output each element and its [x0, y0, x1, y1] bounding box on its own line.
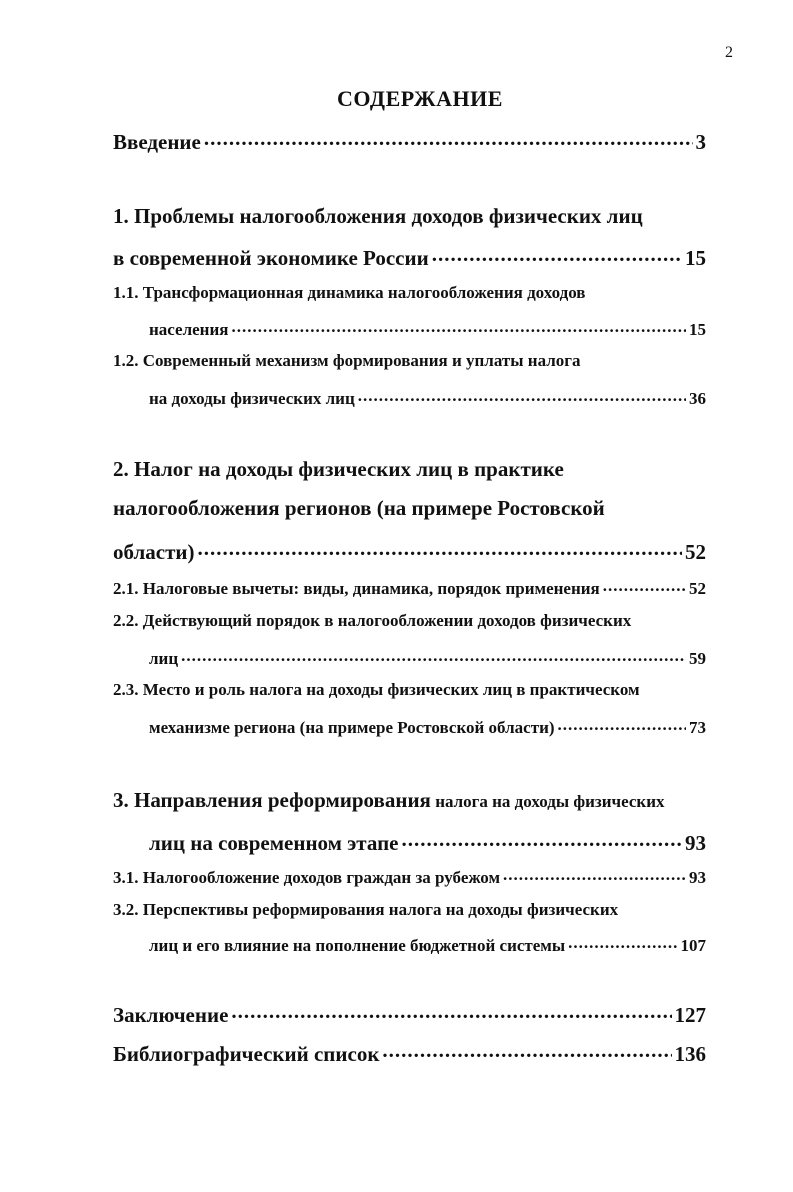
- toc-page: 93: [685, 831, 706, 855]
- toc-label: в современной экономике России: [113, 246, 429, 270]
- toc-page: 136: [674, 1042, 706, 1066]
- dot-leader: [558, 716, 686, 733]
- dot-leader: [432, 244, 682, 265]
- toc-entry-section-3-2[interactable]: [149, 934, 706, 954]
- toc-label: механизме региона (на примере Ростовской области): [149, 718, 555, 737]
- toc-entry-bibliography[interactable]: [113, 1040, 706, 1065]
- dot-leader: [181, 647, 686, 664]
- toc-entry-section-1-1[interactable]: [149, 318, 706, 338]
- page-title: СОДЕРЖАНИЕ: [337, 86, 503, 111]
- toc-page: 127: [674, 1003, 706, 1027]
- toc-entry-conclusion[interactable]: [113, 1001, 706, 1026]
- toc-label: лиц и его влияние на пополнение бюджетной системы: [149, 936, 566, 955]
- dot-leader: [382, 1040, 671, 1061]
- toc-page: 93: [689, 868, 706, 887]
- dot-leader: [402, 829, 683, 850]
- toc-entry-chapter-2[interactable]: [113, 538, 706, 563]
- toc-entry-section-2-3[interactable]: [149, 716, 706, 736]
- dot-leader: [198, 538, 683, 559]
- toc-section-2-2-line1[interactable]: 2.2. Действующий порядок в налогообложении доходов физических: [113, 611, 632, 630]
- toc-entry-chapter-3[interactable]: [149, 829, 706, 854]
- toc-label: Заключение: [113, 1003, 229, 1027]
- toc-label: лиц: [149, 649, 179, 668]
- toc-chapter-2-line2[interactable]: налогообложения регионов (на примере Ростовской: [113, 496, 605, 520]
- toc-label: Введение: [113, 130, 201, 154]
- toc-page: 107: [680, 936, 706, 955]
- page-number: 2: [725, 44, 733, 61]
- toc-page: 15: [689, 320, 706, 339]
- toc-chapter-3-line1[interactable]: [113, 790, 665, 811]
- toc-entry-section-2-2[interactable]: [149, 647, 706, 667]
- toc-section-2-3-line1[interactable]: 2.3. Место и роль налога на доходы физических лиц в практическом: [113, 680, 640, 699]
- toc-page: 73: [689, 718, 706, 737]
- toc-label: лиц на современном этапе: [149, 831, 399, 855]
- toc-page: 52: [689, 579, 706, 598]
- dot-leader: [231, 318, 686, 335]
- toc-label: Библиографический список: [113, 1042, 380, 1066]
- toc-label: 3.1. Налогообложение доходов граждан за рубежом: [113, 868, 501, 887]
- toc-section-1-2-line1[interactable]: 1.2. Современный механизм формирования и уплаты налога: [113, 351, 581, 370]
- toc-label: области): [113, 540, 195, 564]
- toc-entry-chapter-1[interactable]: [113, 244, 706, 269]
- toc-entry-section-2-1[interactable]: [113, 577, 706, 597]
- toc-page: 59: [689, 649, 706, 668]
- toc-page: 3: [695, 130, 706, 154]
- dot-leader: [503, 866, 686, 883]
- dot-leader: [358, 387, 686, 404]
- toc-chapter-3-part1: 3. Направления реформирования: [113, 788, 431, 812]
- toc-label: 2.1. Налоговые вычеты: виды, динамика, порядок применения: [113, 579, 600, 598]
- toc-page: 36: [689, 389, 706, 408]
- toc-chapter-3-part2: налога на доходы физических: [430, 792, 665, 811]
- toc-entry-section-3-1[interactable]: [113, 866, 706, 886]
- toc-section-1-1-line1[interactable]: 1.1. Трансформационная динамика налогообложения доходов: [113, 283, 586, 302]
- dot-leader: [568, 934, 677, 951]
- toc-page: 52: [685, 540, 706, 564]
- toc-chapter-2-line1[interactable]: 2. Налог на доходы физических лиц в практике: [113, 457, 564, 481]
- dot-leader: [231, 1001, 671, 1022]
- dot-leader: [204, 128, 693, 149]
- toc-page: 15: [685, 246, 706, 270]
- toc-entry-intro[interactable]: [113, 128, 706, 153]
- dot-leader: [603, 577, 686, 594]
- toc-chapter-1-line1[interactable]: 1. Проблемы налогообложения доходов физических лиц: [113, 204, 643, 228]
- toc-label: населения: [149, 320, 229, 339]
- toc-entry-section-1-2[interactable]: [149, 387, 706, 407]
- toc-section-3-2-line1[interactable]: 3.2. Перспективы реформирования налога на доходы физических: [113, 900, 619, 919]
- toc-label: на доходы физических лиц: [149, 389, 355, 408]
